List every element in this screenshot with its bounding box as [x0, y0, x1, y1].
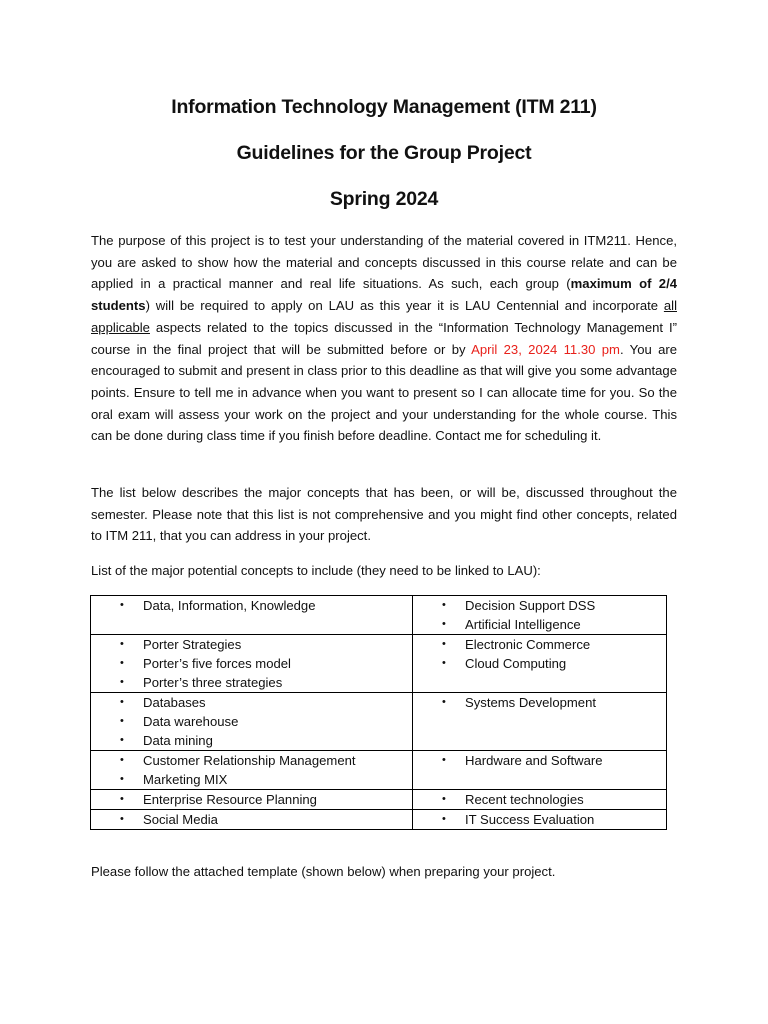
table-cell-right — [413, 596, 667, 635]
table-row — [91, 810, 667, 830]
list-item — [413, 751, 666, 770]
table-cell-right — [413, 635, 667, 693]
list-item — [413, 654, 666, 673]
concept-label: Porter’s three strategies — [143, 675, 283, 690]
concept-label: Artificial Intelligence — [465, 617, 581, 632]
list-item — [91, 712, 412, 731]
concept-label: IT Success Evaluation — [465, 812, 595, 827]
concept-label: Social Media — [143, 812, 218, 827]
bullet-icon: • — [442, 813, 446, 825]
concept-list — [91, 693, 412, 750]
table-cell-right — [413, 790, 667, 810]
concept-list — [91, 596, 412, 615]
project-title: Guidelines for the Group Project — [236, 142, 532, 164]
intro-text-part4: . You are encouraged to submit and present in class prior to this deadline as that will give you some advantage points. Ensure to tell me in advance when you want to present so I can allocate time for you. So the oral exam will assess your work on the project and your understanding for the whole course. This can be done during class time if you finish before deadline. Contact me for scheduling it. — [91, 341, 678, 444]
table-cell-right — [413, 751, 667, 790]
intro-text-part1: The purpose of this project is to test your understanding of the material covered in ITM211. Hence, you are asked to show how the material and concepts discussed in this course relate and can be applied in a practical manner and real life situations. As such, each group ( — [91, 233, 677, 292]
list-item — [91, 673, 412, 692]
concept-label: Cloud Computing — [465, 656, 567, 671]
bullet-icon: • — [120, 599, 124, 611]
concept-label: Hardware and Software — [465, 753, 603, 768]
course-title: Information Technology Management (ITM 211) — [171, 96, 597, 118]
concept-label: Enterprise Resource Planning — [143, 792, 317, 807]
concept-list — [413, 810, 666, 829]
concept-list — [413, 596, 666, 634]
bullet-icon: • — [120, 676, 124, 688]
list-item — [413, 615, 666, 634]
concept-list — [413, 635, 666, 673]
table-cell-left — [91, 810, 413, 830]
concepts-intro-paragraph: The list below describes the major concepts that has been, or will be, discussed throughout the semester. Please note that this list is not comprehensive and you might find other concepts, related to ITM 211, that you can address in your project. — [91, 485, 677, 544]
list-item — [413, 810, 666, 829]
table-row — [91, 596, 667, 635]
bullet-icon: • — [120, 657, 124, 669]
list-item — [413, 693, 666, 712]
concept-list — [413, 693, 666, 712]
bullet-icon: • — [120, 734, 124, 746]
bullet-icon: • — [120, 813, 124, 825]
list-item — [91, 790, 412, 809]
concept-label: Data mining — [143, 733, 213, 748]
concept-label: Decision Support DSS — [465, 598, 596, 613]
concept-list — [91, 810, 412, 829]
concept-list — [91, 790, 412, 809]
concept-label: Data, Information, Knowledge — [143, 598, 316, 613]
list-item — [91, 810, 412, 829]
bullet-icon: • — [120, 754, 124, 766]
bullet-icon: • — [442, 754, 446, 766]
concept-label: Marketing MIX — [143, 772, 228, 787]
concept-label: Data warehouse — [143, 714, 239, 729]
bullet-icon: • — [442, 618, 446, 630]
bullet-icon: • — [442, 599, 446, 611]
table-cell-left — [91, 693, 413, 751]
bullet-icon: • — [442, 696, 446, 708]
semester-title: Spring 2024 — [329, 188, 439, 210]
concept-list — [91, 751, 412, 789]
deadline-text: April 23, 2024 11.30 pm — [471, 341, 620, 357]
intro-paragraph — [91, 230, 677, 447]
bullet-icon: • — [120, 638, 124, 650]
concept-label: Customer Relationship Management — [143, 753, 356, 768]
bullet-icon: • — [120, 773, 124, 785]
table-cell-right — [413, 693, 667, 751]
bullet-icon: • — [120, 696, 124, 708]
concepts-table — [90, 595, 667, 830]
list-item — [91, 751, 412, 770]
list-heading: List of the major potential concepts to include (they need to be linked to LAU): — [91, 563, 541, 578]
list-item — [91, 635, 412, 654]
table-cell-left — [91, 635, 413, 693]
concept-list — [413, 751, 666, 770]
bullet-icon: • — [120, 793, 124, 805]
list-item — [413, 635, 666, 654]
table-row — [91, 635, 667, 693]
intro-text-part2: ) will be required to apply on LAU as this year it is LAU Centennial and incorporate — [145, 298, 664, 314]
list-item — [91, 731, 412, 750]
concept-label: Porter’s five forces model — [143, 656, 291, 671]
concept-label: Porter Strategies — [143, 637, 242, 652]
list-item — [413, 790, 666, 809]
bullet-icon: • — [442, 793, 446, 805]
bullet-icon: • — [442, 657, 446, 669]
table-cell-left — [91, 751, 413, 790]
table-cell-left — [91, 596, 413, 635]
table-row — [91, 790, 667, 810]
concept-label: Systems Development — [465, 695, 596, 710]
template-note: Please follow the attached template (shown below) when preparing your project. — [91, 864, 556, 879]
bullet-icon: • — [442, 638, 446, 650]
list-item — [413, 596, 666, 615]
table-row — [91, 693, 667, 751]
group-size-text: maximum of 2/4 students — [91, 276, 677, 314]
concept-label: Recent technologies — [465, 792, 584, 807]
list-item — [91, 654, 412, 673]
list-item — [91, 693, 412, 712]
list-item — [91, 596, 412, 615]
concept-label: Electronic Commerce — [465, 637, 591, 652]
table-row — [91, 751, 667, 790]
all-applicable-text: all applicable — [91, 298, 677, 335]
table-cell-right — [413, 810, 667, 830]
list-item — [91, 770, 412, 789]
bullet-icon: • — [120, 715, 124, 727]
concept-list — [413, 790, 666, 809]
table-cell-left — [91, 790, 413, 810]
concept-list — [91, 635, 412, 692]
concept-label: Databases — [143, 695, 206, 710]
intro-text-part3: aspects related to the topics discussed in the “Information Technology Management I” course in the final project that will be submitted before or by — [91, 319, 677, 357]
